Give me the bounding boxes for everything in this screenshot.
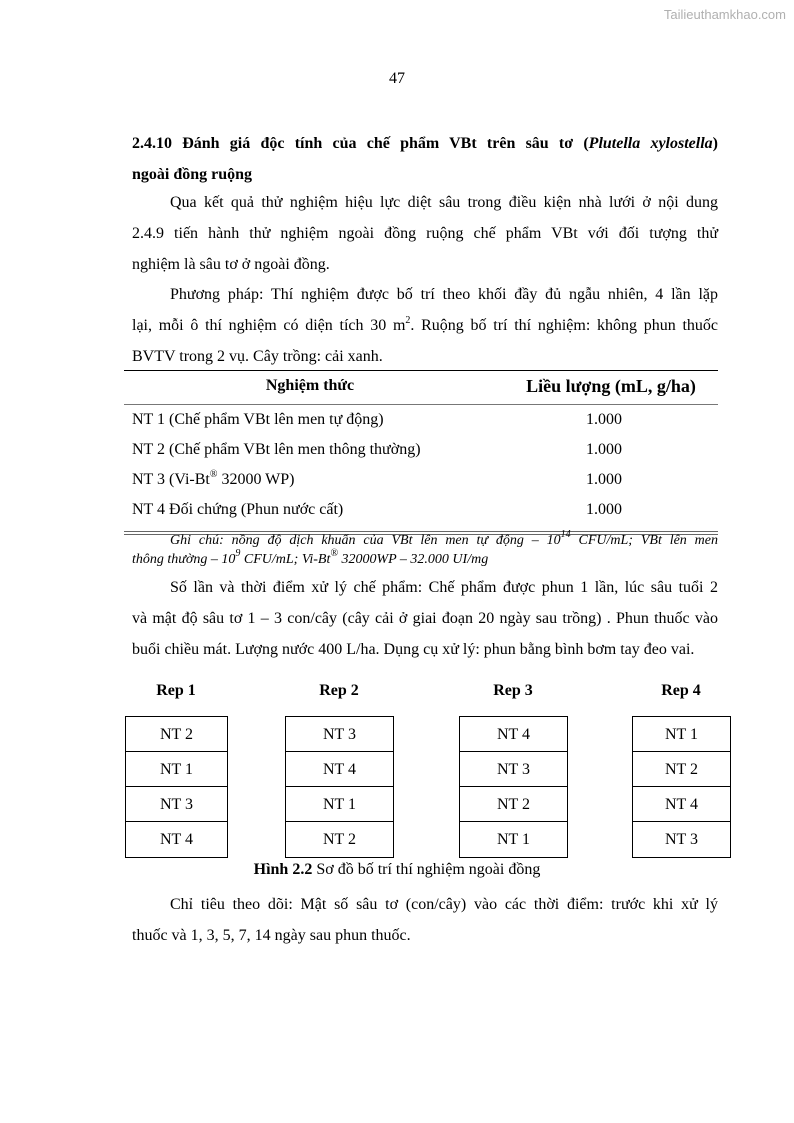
caption-text: Sơ đồ bố trí thí nghiệm ngoài đồng xyxy=(312,861,541,878)
paragraph-line: Phương pháp: Thí nghiệm được bố trí theo khối đầy đủ ngẫu nhiên, 4 lần lặp xyxy=(170,286,718,303)
text-span: 32000WP – 32.000 UI/mg xyxy=(337,552,489,567)
treatment-table xyxy=(124,370,718,535)
text-span: CFU/mL; VBt lên men xyxy=(570,533,718,548)
rep-column xyxy=(459,716,568,858)
rep-column xyxy=(125,716,228,858)
plot-cell: NT 2 xyxy=(460,787,567,822)
heading-line-2: ngoài đồng ruộng xyxy=(132,166,253,183)
text-span: lại, mỗi ô thí nghiệm có diện tích 30 m xyxy=(132,317,406,334)
plot-cell: NT 4 xyxy=(633,787,730,822)
heading-prefix: 2.4.10 Đánh giá độc tính của chế phẩm VBt trên sâu tơ ( xyxy=(132,135,589,152)
plot-cell: NT 4 xyxy=(286,752,393,787)
paragraph-application xyxy=(132,572,718,665)
note-line xyxy=(132,550,718,569)
header-dose: Liều lượng (mL, g/ha) xyxy=(526,376,696,396)
text-span: Ghi chú: nồng độ dịch khuẩn của VBt lên men tự động – 10 xyxy=(170,533,561,548)
treatment-cell xyxy=(132,465,295,495)
plot-cell: NT 3 xyxy=(126,787,227,822)
rep-column xyxy=(285,716,394,858)
plot-cell: NT 4 xyxy=(159,831,194,848)
plot-cell: NT 1 xyxy=(633,717,730,752)
dose-cell: 1.000 xyxy=(586,471,622,488)
rep-label: Rep 4 xyxy=(661,682,701,699)
paragraph-line: Số lần và thời điểm xử lý chế phẩm: Chế phẩm được phun 1 lần, lúc sâu tuổi 2 xyxy=(170,579,718,596)
table-row xyxy=(124,465,718,495)
plot-cell: NT 2 xyxy=(633,752,730,787)
table-row xyxy=(124,405,718,435)
superscript: 2 xyxy=(405,314,411,326)
table-header-row xyxy=(124,370,718,405)
paragraph-line: Qua kết quả thử nghiệm hiệu lực diệt sâu trong điều kiện nhà lưới ở nội dung xyxy=(170,194,718,211)
dose-cell: 1.000 xyxy=(586,441,622,458)
plot-cell: NT 2 xyxy=(322,831,357,848)
plot-cell: NT 3 xyxy=(460,752,567,787)
plot-cell: NT 4 xyxy=(460,717,567,752)
paragraph-indicators xyxy=(132,889,718,951)
page-number: 47 xyxy=(389,70,405,87)
table-row xyxy=(124,495,718,525)
table-note xyxy=(132,531,718,569)
paragraph-line xyxy=(132,310,718,341)
heading-suffix: ) xyxy=(712,135,718,152)
dose-cell: 1.000 xyxy=(586,411,622,428)
text-span: thông thường – 10 xyxy=(132,552,236,567)
plot-cell: NT 3 xyxy=(664,831,699,848)
superscript: 9 xyxy=(235,548,241,560)
section-heading xyxy=(132,128,718,190)
superscript: ® xyxy=(330,548,338,560)
treatment-cell: NT 4 Đối chứng (Phun nước cất) xyxy=(132,501,344,518)
plot-cell: NT 3 xyxy=(286,717,393,752)
dose-cell: 1.000 xyxy=(586,501,622,518)
rep-column xyxy=(632,716,731,858)
caption-label: Hình 2.2 xyxy=(253,861,313,878)
treatment-cell: NT 2 (Chế phẩm VBt lên men thông thường) xyxy=(132,441,421,458)
rep-label: Rep 3 xyxy=(493,682,533,699)
paragraph-method xyxy=(132,279,718,372)
plot-cell: NT 1 xyxy=(496,831,531,848)
treatment-cell: NT 1 (Chế phẩm VBt lên men tự động) xyxy=(132,411,384,428)
figure-caption xyxy=(0,857,794,883)
superscript: 14 xyxy=(560,529,571,541)
plot-cell: NT 1 xyxy=(286,787,393,822)
plot-cell: NT 2 xyxy=(126,717,227,752)
table-row xyxy=(124,435,718,465)
paragraph-line: và mật độ sâu tơ 1 – 3 con/cây (cây cải ở giai đoạn 20 ngày sau trồng) . Phun thuốc vào xyxy=(132,610,718,627)
note-line xyxy=(132,531,718,550)
text-span: NT 3 (Vi-Bt xyxy=(132,471,210,488)
paragraph-line: Chỉ tiêu theo dõi: Mật số sâu tơ (con/cây) vào các thời điểm: trước khi xử lý xyxy=(170,896,718,913)
text-span: 32000 WP) xyxy=(217,471,295,488)
rep-label: Rep 2 xyxy=(319,682,359,699)
paragraph-intro xyxy=(132,187,718,280)
field-layout-diagram xyxy=(0,678,794,868)
header-treatment: Nghiệm thức xyxy=(265,377,355,394)
paragraph-line: nghiệm là sâu tơ ở ngoài đồng. xyxy=(132,256,330,273)
text-span: . Ruộng bố trí thí nghiệm: không phun thuốc xyxy=(410,317,718,334)
superscript: ® xyxy=(209,468,218,480)
paragraph-line: 2.4.9 tiến hành thử nghiệm ngoài đồng ruộng chế phẩm VBt với đối tượng thử xyxy=(132,225,718,242)
plot-cell: NT 1 xyxy=(126,752,227,787)
rep-label: Rep 1 xyxy=(156,682,196,699)
paragraph-line: thuốc và 1, 3, 5, 7, 14 ngày sau phun thuốc. xyxy=(132,927,411,944)
paragraph-line: BVTV trong 2 vụ. Cây trồng: cải xanh. xyxy=(132,348,383,365)
paragraph-line: buổi chiều mát. Lượng nước 400 L/ha. Dụng cụ xử lý: phun bằng bình bơm tay đeo vai. xyxy=(132,641,695,658)
text-span: CFU/mL; Vi-Bt xyxy=(240,552,331,567)
watermark: Tailieuthamkhao.com xyxy=(663,7,786,22)
heading-line-1 xyxy=(132,128,718,159)
heading-species: Plutella xylostella xyxy=(588,135,713,152)
